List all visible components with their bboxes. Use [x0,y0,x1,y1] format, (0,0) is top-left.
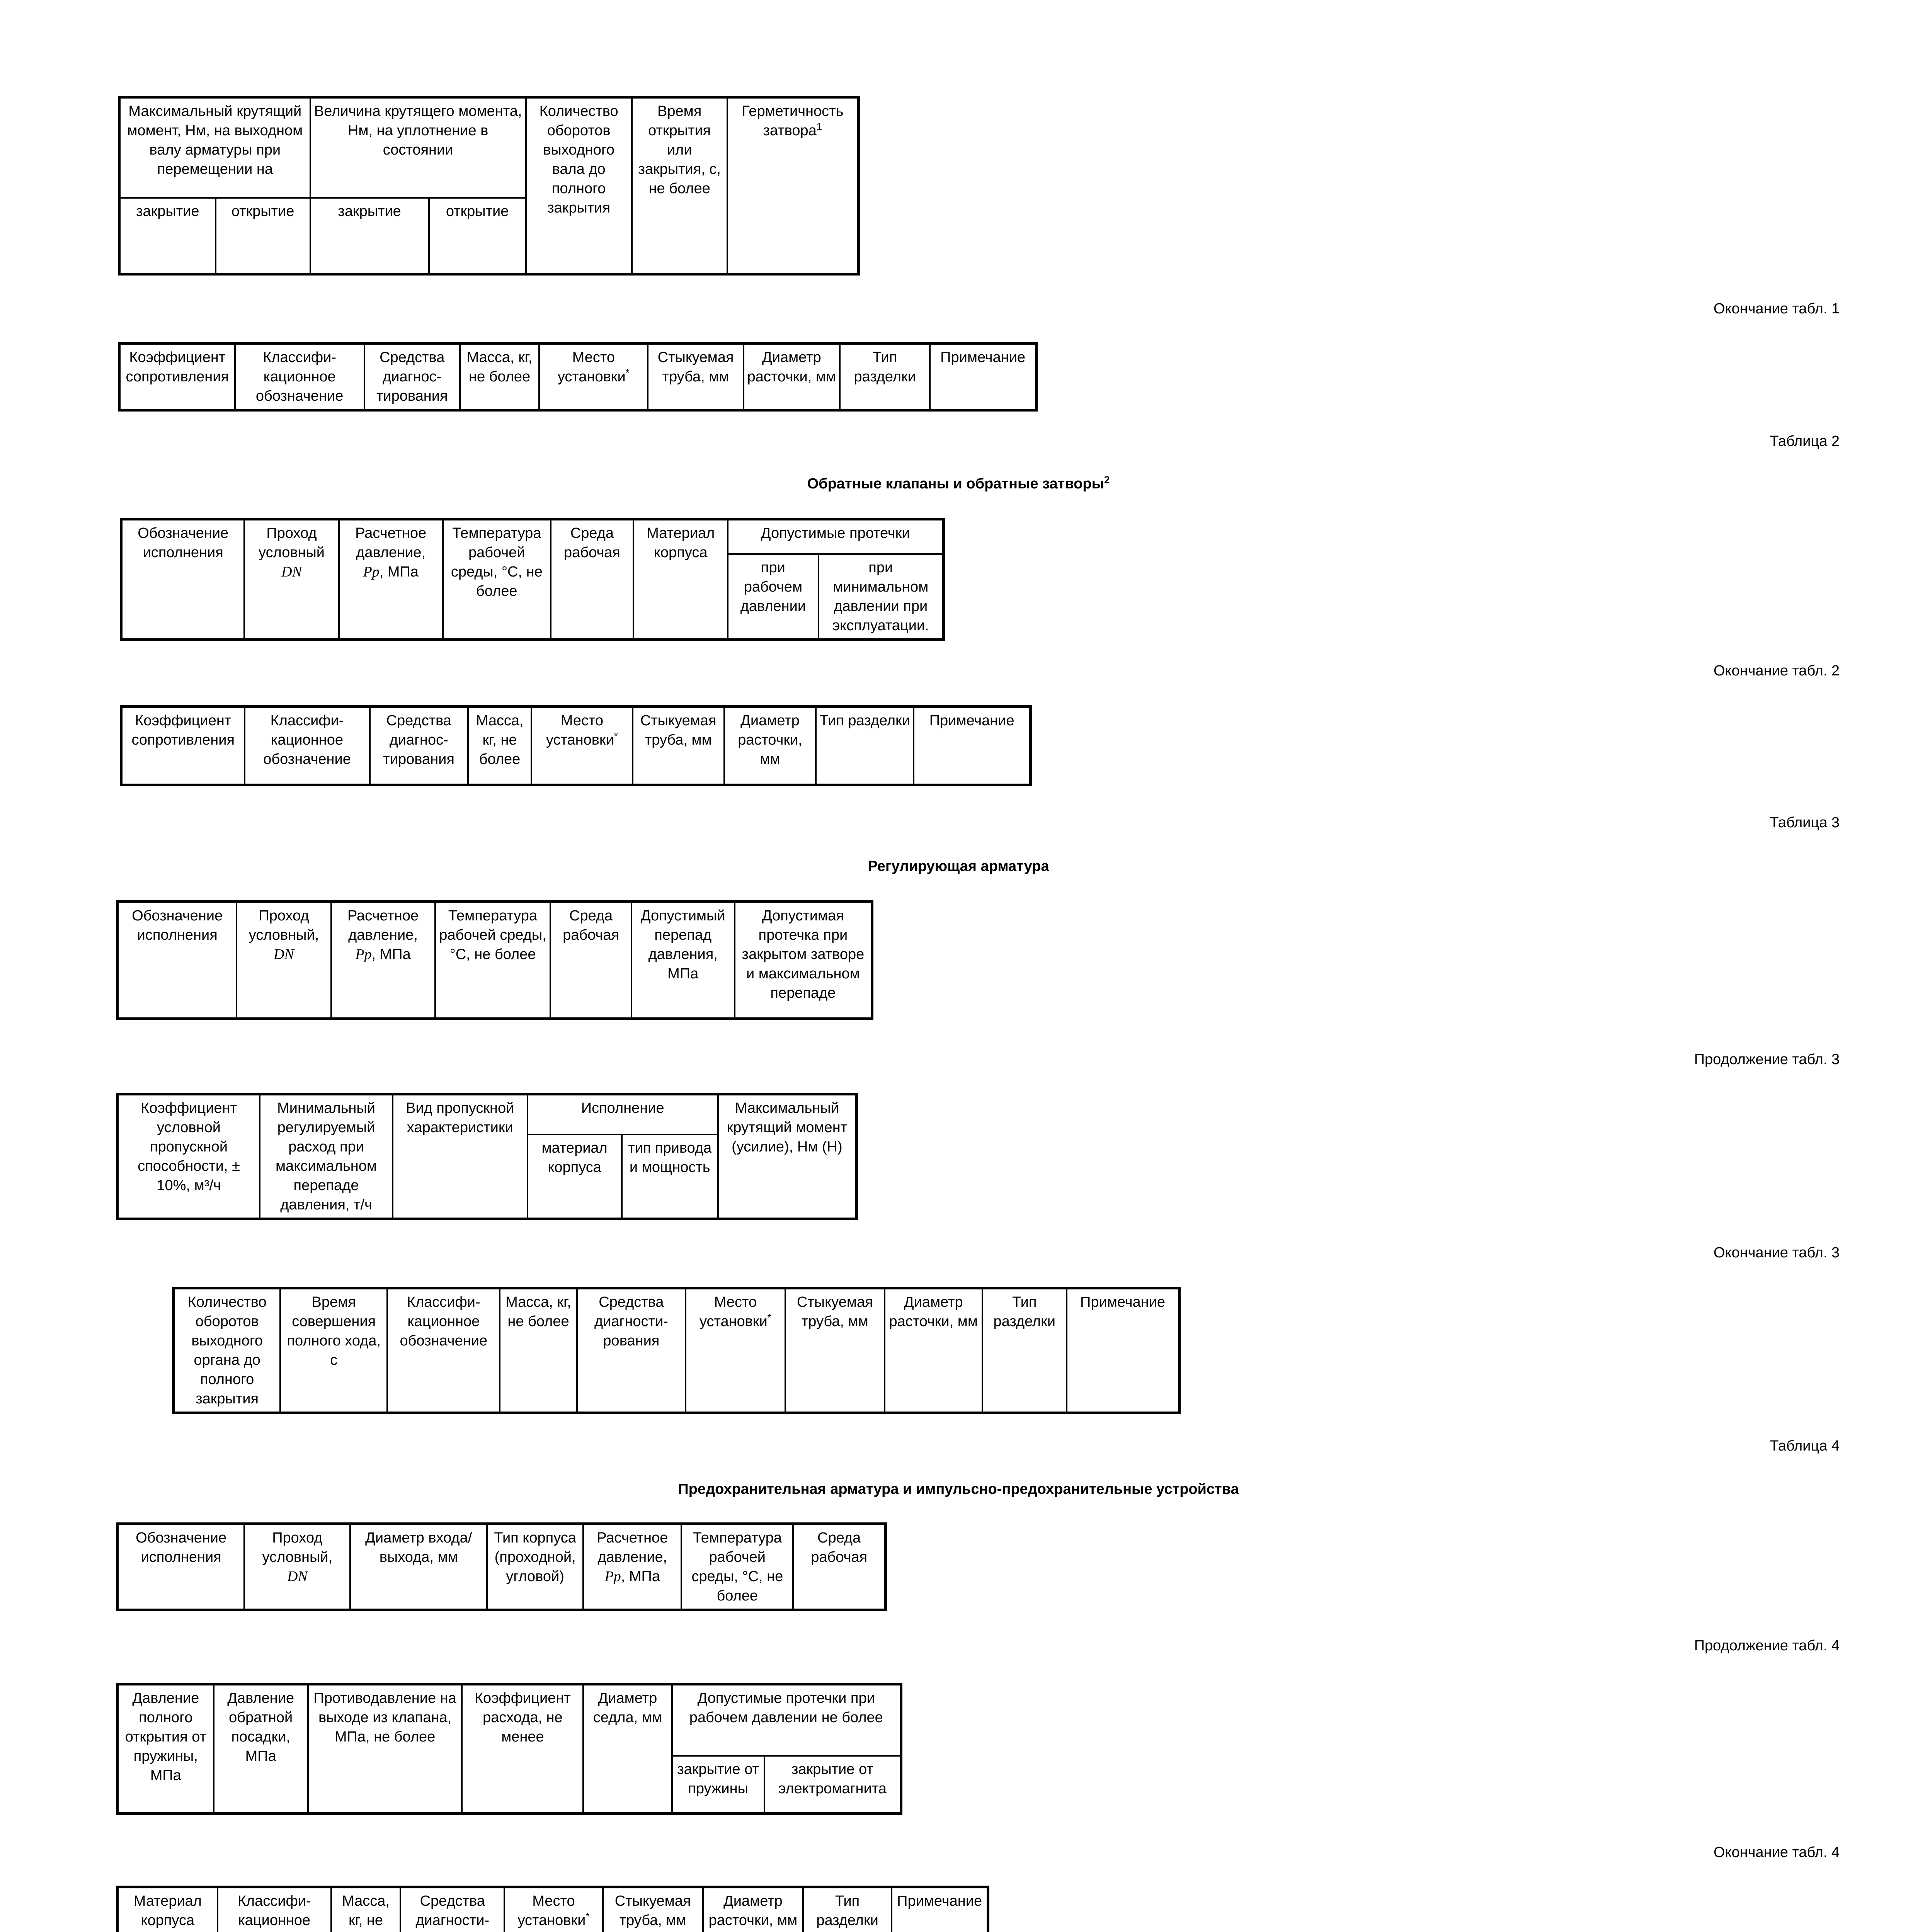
table-title-text: Регулирующая арматура [868,858,1049,874]
header-cell-text: Диаметр расточки, мм [889,1294,978,1330]
header-table [172,1287,1181,1414]
header-cell-расчетное-давление [583,1524,681,1610]
header-cell-text: Стыкуемая труба, мм [797,1294,873,1330]
header-cell-text: Максимальный крутящий момент (усилие), Нм (Н) [727,1100,848,1155]
header-cell-исполнение [528,1094,718,1134]
header-cell-text: Обозначение исполнения [132,908,223,943]
header-cell-материал-корпуса [117,1887,218,1932]
header-cell-text: Вид пропускной характеристики [406,1100,514,1136]
header-cell-диаметр-расточки-мм [744,344,840,410]
header-cell-text: Допустимые протечки [761,525,910,541]
header-cell-минимальный-регулируемый-расход-при-макс [260,1094,393,1219]
header-cell-давление-обратной-посадки-мпа [214,1684,308,1814]
header-cell-text: Исполнение [581,1100,664,1116]
table-caption: Окончание табл. 3 [1713,1245,1840,1261]
header-cell-text: открытие [446,203,509,219]
table-caption: Окончание табл. 1 [1713,301,1840,317]
header-cell-тип-разделки [982,1288,1067,1413]
symbol-text: Pp [604,1568,621,1585]
header-cell-text: Стыкуемая труба, мм [657,349,734,385]
header-cell-text: Среда рабочая [564,525,620,561]
table-title [0,1480,1917,1498]
header-cell-text: Место установки [699,1294,768,1330]
header-cell-закрытие [119,198,216,274]
header-cell-text: Диаметр расточки, мм [738,713,802,767]
header-cell-величина-крутящего-момента-нм-на-уплотне [310,97,526,198]
header-cell-материал-корпуса [633,519,728,640]
header-cell-температура-рабочей-среды-с-не-более [681,1524,793,1610]
header-cell-text: Температура рабочей среды, °С, не более [439,908,546,963]
header-cell-герметичность-затвора [727,97,859,274]
header-table [118,342,1038,412]
header-cell-text: при рабочем давлении [740,559,806,614]
header-cell-text: Материал корпуса [647,525,715,561]
header-cell-text: Средства диагнос-тирования [376,349,448,404]
header-cell-text: Проход условный, [248,908,319,943]
header-cell-text: Коэффициент сопротивления [131,713,235,748]
table-header-row [117,902,872,1019]
header-cell-text: Материал корпуса [133,1893,202,1929]
header-cell-коэффициент-расхода-не-менее [462,1684,583,1814]
header-cell-text: Коэффициент условной пропускной способности, ± 10%, м³/ч [138,1100,240,1194]
header-cell-при-минимальном-давлении-при-эксплуатаци [819,554,944,640]
header-cell-text: Диаметр расточки, мм [747,349,836,385]
header-cell-text: Средства диагнос-тирования [383,713,454,767]
header-cell-примечание [914,707,1030,785]
header-cell-text: Классифи-кационное обозначение [255,349,344,404]
header-cell-text: Диаметр расточки, мм [708,1893,798,1929]
footnote-ref: * [614,730,618,742]
header-cell-тип-разделки [816,707,914,785]
header-cell-text: Минимальный регулируемый расход при максимальном перепаде давления, т/ч [276,1100,377,1213]
header-cell-text: Масса, кг, не [342,1893,390,1929]
header-cell-обозначение-исполнения [121,519,245,640]
header-cell-классифи-кационное-обозначение [235,344,364,410]
header-cell-вид-пропускной-характеристики [393,1094,528,1219]
header-cell-text: Проход условный, [262,1530,333,1565]
header-table [120,518,945,641]
header-cell-среда-рабочая [550,902,631,1019]
table-header-row [117,1684,901,1756]
table-header-row [117,1887,988,1932]
table-header-row [117,1094,857,1134]
header-cell-стыкуемая-труба-мм [648,344,743,410]
header-cell-text: Температура рабочей среды, °С, не более [451,525,543,599]
header-cell-text: Диаметр входа/выхода, мм [365,1530,472,1565]
header-cell-материал-корпуса [528,1134,622,1219]
header-cell-text: Расчетное давление, [355,525,427,561]
header-cell-text: Примечание [1080,1294,1165,1310]
header-cell-text: закрытие от пружины [677,1761,759,1797]
header-cell-диаметр-расточки-мм [703,1887,803,1932]
header-cell-место-установки [539,344,648,410]
header-cell-text: Количество оборотов выходного вала до полного закрытия [539,103,618,216]
header-cell-text: Допустимый перепад давления, МПа [640,908,725,982]
unit-text: , МПа [371,946,411,963]
header-cell-давление-полного-открытия-от-пружины-мпа [117,1684,214,1814]
header-cell-text: Величина крутящего момента, Нм, на уплотнение в состоянии [314,103,522,158]
header-cell-text: Примечание [929,713,1014,729]
header-cell-примечание [930,344,1036,410]
table-header-row [119,97,859,198]
header-cell-text: Масса, кг, не более [476,713,524,767]
header-cell-средства-диагности-рования [400,1887,504,1932]
header-cell-text: Стыкуемая труба, мм [640,713,717,748]
header-cell-text: Допустимые протечки при рабочем давлении не более [689,1690,883,1726]
header-cell-text: Стыкуемая труба, мм [614,1893,691,1929]
header-cell-text: Количество оборотов выходного органа до полного закрытия [187,1294,267,1407]
header-cell-допустимые-протечки-при-рабочем-давлении [672,1684,901,1756]
header-table [116,1093,858,1220]
footnote-ref: * [585,1910,590,1922]
header-cell-среда-рабочая [551,519,633,640]
header-cell-стыкуемая-труба-мм [603,1887,703,1932]
table-header-row [121,519,944,554]
unit-text: , МПа [379,564,419,580]
header-cell-классифи-кационное-обозначение [245,707,370,785]
header-cell-text: Коэффициент расхода, не менее [474,1690,571,1745]
header-cell-text: Диаметр седла, мм [593,1690,662,1726]
header-cell-допустимый-перепад-давления-мпа [631,902,735,1019]
header-cell-открытие [216,198,310,274]
footnote-ref: * [625,367,630,379]
header-cell-проход-условный [244,1524,350,1610]
header-cell-text: Масса, кг, не более [506,1294,571,1330]
header-cell-при-рабочем-давлении [728,554,818,640]
header-cell-text: Герметичность затвора [742,103,844,139]
header-cell-text: Расчетное давление, [347,908,419,943]
header-cell-примечание [892,1887,988,1932]
header-cell-text: Классифи-кационное [237,1893,311,1929]
header-cell-text: Классифи-кационное обозначение [263,713,351,767]
header-cell-text: Температура рабочей среды, °С, не более [691,1530,783,1604]
header-cell-примечание [1067,1288,1179,1413]
header-cell-закрытие [310,198,429,274]
header-table [120,705,1032,786]
header-cell-допустимые-протечки [728,519,943,554]
header-cell-классифи-кационное-обозначение [218,1887,331,1932]
header-cell-коэффициент-условной-пропускной-способно [117,1094,260,1219]
header-cell-text: Расчетное давление, [597,1530,668,1565]
symbol-text: DN [274,946,294,963]
header-cell-тип-разделки [840,344,930,410]
header-cell-text: Тип корпуса (проходной, угловой) [494,1530,576,1585]
header-cell-диаметр-седла-мм [583,1684,672,1814]
header-cell-проход-условный [237,902,331,1019]
header-cell-количество-оборотов-выходного-вала-до-по [526,97,632,274]
header-cell-text: Масса, кг, не более [466,349,533,385]
header-cell-время-совершения-полного-хода-с [280,1288,387,1413]
header-cell-text: Место установки [557,349,626,385]
header-cell-масса-кг-не-более [468,707,532,785]
header-cell-text: Тип разделки [854,349,916,385]
header-cell-место-установки [504,1887,603,1932]
header-cell-температура-рабочей-среды-с-не-более [435,902,551,1019]
header-table [116,1522,887,1611]
header-cell-text: Примечание [897,1893,982,1909]
table-title [0,474,1917,493]
header-cell-text: Давление полного открытия от пружины, МПа [125,1690,206,1784]
symbol-text: Pp [355,946,372,963]
footnote-ref: 2 [1104,474,1110,486]
table-caption: Окончание табл. 4 [1713,1844,1840,1861]
header-cell-диаметр-входа-выхода-мм [350,1524,487,1610]
header-cell-температура-рабочей-среды-с-не-более [443,519,551,640]
footnote-ref: * [767,1311,771,1323]
header-cell-text: Среда рабочая [563,908,620,943]
footnote-ref: 1 [816,121,822,133]
header-cell-максимальный-крутящий-момент-нм-на-выход [119,97,310,198]
header-cell-коэффициент-сопротивления [121,707,245,785]
header-cell-время-открытия-или-закрытия-с-не-более [632,97,727,274]
header-cell-text: Обозначение исполнения [136,1530,227,1565]
table-caption: Окончание табл. 2 [1713,663,1840,679]
header-cell-масса-кг-не-более [331,1887,400,1932]
header-cell-text: Примечание [940,349,1026,366]
header-cell-закрытие-от-электромагнита [764,1756,901,1814]
header-cell-text: Среда рабочая [811,1530,868,1565]
table-caption: Таблица 3 [1770,815,1840,831]
header-cell-text: закрытие от электромагнита [778,1761,887,1797]
header-table [118,96,860,276]
header-cell-проход-условный [244,519,339,640]
header-cell-расчетное-давление [331,902,435,1019]
header-cell-средства-диагнос-тирования [370,707,468,785]
header-cell-диаметр-расточки-мм [724,707,816,785]
header-cell-text: Коэффициент сопротивления [126,349,229,385]
header-cell-тип-разделки [803,1887,892,1932]
header-cell-тип-корпуса-проходной-угловой [487,1524,583,1610]
header-cell-максимальный-крутящий-момент-усилие-нм-н [718,1094,857,1219]
header-cell-text: открытие [231,203,294,219]
header-cell-text: Тип разделки [816,1893,878,1929]
table-caption: Таблица 2 [1770,433,1840,449]
header-cell-text: Давление обратной посадки, МПа [227,1690,294,1764]
symbol-text: Pp [363,564,380,580]
header-cell-расчетное-давление [339,519,443,640]
header-cell-средства-диагности-рования [577,1288,686,1413]
header-cell-text: Средства диагности- [415,1893,490,1929]
header-cell-text: Место установки [517,1893,586,1929]
header-cell-обозначение-исполнения [117,1524,245,1610]
symbol-text: DN [287,1568,308,1585]
symbol-text: DN [281,564,302,580]
header-cell-открытие [429,198,526,274]
table-title [0,857,1917,876]
header-cell-text: Противодавление на выходе из клапана, МПа, не более [313,1690,456,1745]
header-cell-диаметр-расточки-мм [885,1288,982,1413]
header-cell-text: Тип разделки [993,1294,1056,1330]
header-cell-text: Обозначение исполнения [138,525,229,561]
header-cell-место-установки [531,707,632,785]
header-cell-количество-оборотов-выходного-органа-до- [174,1288,281,1413]
header-cell-средства-диагнос-тирования [364,344,460,410]
header-cell-закрытие-от-пружины [672,1756,764,1814]
header-cell-text: закрытие [136,203,199,219]
header-cell-text: Время открытия или закрытия, с, не более [638,103,721,197]
table-header-row [174,1288,1180,1413]
header-cell-обозначение-исполнения [117,902,237,1019]
header-table [116,1886,989,1932]
table-caption: Продолжение табл. 3 [1694,1051,1840,1068]
table-caption: Таблица 4 [1770,1438,1840,1454]
header-cell-коэффициент-сопротивления [119,344,235,410]
header-cell-text: Допустимая протечка при закрытом затворе и максимальном перепаде [742,908,865,1001]
header-cell-text: Средства диагности-рования [594,1294,668,1349]
table-header-row [119,344,1037,410]
unit-text: , МПа [621,1568,660,1585]
table-title-text: Обратные клапаны и обратные затворы [807,476,1104,492]
header-cell-масса-кг-не-более [460,344,539,410]
table-caption: Продолжение табл. 4 [1694,1638,1840,1654]
header-cell-среда-рабочая [793,1524,885,1610]
header-table [116,900,873,1020]
header-cell-тип-привода-и-мощность [622,1134,718,1219]
header-cell-text: Время совершения полного хода, с [287,1294,381,1368]
header-cell-противодавление-на-выходе-из-клапана-мпа [308,1684,462,1814]
header-cell-text: тип привода и мощность [628,1139,712,1175]
header-cell-стыкуемая-труба-мм [633,707,724,785]
header-cell-место-установки [686,1288,785,1413]
header-cell-text: Максимальный крутящий момент, Нм, на выходном валу арматуры при перемещении на [127,103,303,177]
header-cell-text: Тип разделки [819,713,910,729]
header-cell-text: при минимальном давлении при эксплуатации. [832,559,929,634]
header-cell-text: закрытие [338,203,401,219]
table-title-text: Предохранительная арматура и импульсно-предохранительные устройства [678,1481,1239,1497]
header-cell-стыкуемая-труба-мм [785,1288,885,1413]
header-cell-допустимая-протечка-при-закрытом-затворе [735,902,872,1019]
header-cell-классифи-кационное-обозначение [387,1288,500,1413]
header-cell-text: материал корпуса [541,1139,608,1175]
header-cell-text: Место установки [546,713,614,748]
header-cell-масса-кг-не-более [500,1288,577,1413]
header-cell-text: Проход условный [259,525,325,561]
header-cell-text: Классифи-кационное обозначение [400,1294,488,1349]
header-table [116,1683,902,1815]
table-header-row [121,707,1031,785]
table-header-row [117,1524,886,1610]
